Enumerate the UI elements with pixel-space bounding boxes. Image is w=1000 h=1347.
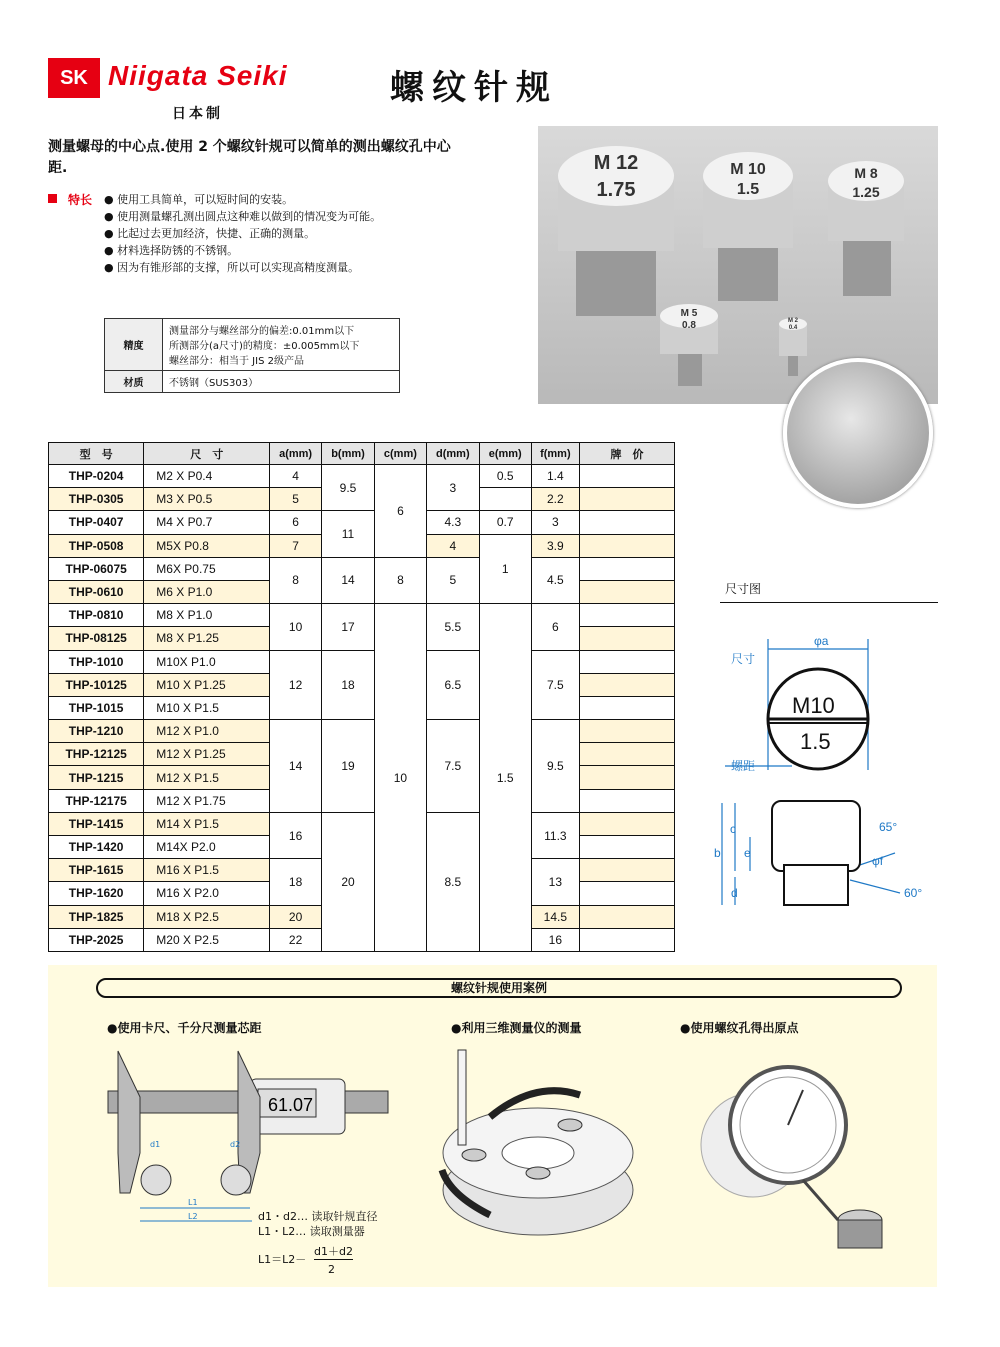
gauge-size-label: M 5 <box>680 308 698 319</box>
pitch-label: 螺距 <box>731 759 756 773</box>
column-header: b(mm) <box>322 443 375 465</box>
gauge-pitch-label: 1.75 <box>596 179 636 201</box>
model-cell: THP-12125 <box>49 743 144 766</box>
price-cell <box>580 766 675 789</box>
f-cell: 3 <box>531 511 579 534</box>
e-cell: 0.7 <box>479 511 531 534</box>
gauge-size-label: M 2 <box>787 318 799 324</box>
model-cell: THP-0204 <box>49 465 144 488</box>
price-cell <box>580 836 675 859</box>
model-cell: THP-12175 <box>49 789 144 812</box>
a-cell: 16 <box>270 812 322 858</box>
a-cell: 7 <box>270 534 322 557</box>
size-cell: M6X P0.75 <box>144 557 270 580</box>
price-cell <box>580 905 675 928</box>
l2-label: L2 <box>188 1212 198 1221</box>
precision-line: 螺丝部分：相当于 JIS 2级产品 <box>169 356 304 367</box>
size-cell: M20 X P2.5 <box>144 928 270 951</box>
column-header: f(mm) <box>531 443 579 465</box>
size-cell: M12 X P1.0 <box>144 720 270 743</box>
f-cell: 2.2 <box>531 488 579 511</box>
b-cell: 20 <box>322 812 375 951</box>
size-cell: M10X P1.0 <box>144 650 270 673</box>
l1-label: L1 <box>188 1198 198 1207</box>
f-cell: 6 <box>531 604 579 650</box>
price-cell <box>580 511 675 534</box>
d-label: d <box>731 886 738 900</box>
price-cell <box>580 465 675 488</box>
formula-denominator: 2 <box>328 1263 335 1276</box>
a-cell: 20 <box>270 905 322 928</box>
precision-values <box>163 319 400 371</box>
model-cell: THP-0407 <box>49 511 144 534</box>
a-cell: 5 <box>270 488 322 511</box>
d-cell: 5 <box>426 557 479 603</box>
f-cell: 4.5 <box>531 557 579 603</box>
b-cell: 19 <box>322 720 375 813</box>
usage-case-origin: ● 使用螺纹孔得出原点 <box>680 1019 799 1036</box>
price-cell <box>580 882 675 905</box>
thread-pitch-label: 1.5 <box>800 729 831 754</box>
size-cell: M2 X P0.4 <box>144 465 270 488</box>
model-cell: THP-08125 <box>49 627 144 650</box>
model-cell: THP-1825 <box>49 905 144 928</box>
size-cell: M12 X P1.75 <box>144 789 270 812</box>
b-cell: 9.5 <box>322 465 375 511</box>
specification-table <box>104 318 400 393</box>
c-cell: 10 <box>374 604 426 952</box>
d-cell: 4 <box>426 534 479 557</box>
f-cell: 14.5 <box>531 905 579 928</box>
model-cell: THP-10125 <box>49 673 144 696</box>
model-cell: THP-1420 <box>49 836 144 859</box>
model-cell: THP-1015 <box>49 696 144 719</box>
model-cell: THP-06075 <box>49 557 144 580</box>
precision-label: 精度 <box>105 319 163 371</box>
caliper-display: 61.07 <box>268 1095 314 1115</box>
gauge-pitch-label: 0.4 <box>788 325 798 331</box>
model-cell: THP-0610 <box>49 580 144 603</box>
thread-size-label: M10 <box>792 693 835 718</box>
f-cell: 13 <box>531 859 579 905</box>
caliper-illustration <box>100 1043 400 1280</box>
usage-case-caliper: ● 使用卡尺、千分尺测量芯距 <box>107 1019 262 1036</box>
size-cell: M6 X P1.0 <box>144 580 270 603</box>
model-cell: THP-0810 <box>49 604 144 627</box>
size-cell: M18 X P2.5 <box>144 905 270 928</box>
b-cell: 18 <box>322 650 375 720</box>
price-cell <box>580 604 675 627</box>
gauge-size-label: M 12 <box>593 152 639 174</box>
b-cell: 11 <box>322 511 375 557</box>
threaded-hole-closeup <box>783 358 933 508</box>
gauge-size-label: M 10 <box>730 161 766 178</box>
model-cell: THP-1215 <box>49 766 144 789</box>
brand-name: Niigata Seiki <box>108 60 288 91</box>
c-label: c <box>730 822 736 836</box>
d2-label: d2 <box>230 1140 241 1149</box>
f-cell: 11.3 <box>531 812 579 858</box>
size-cell: M3 X P0.5 <box>144 488 270 511</box>
f-cell: 9.5 <box>531 720 579 813</box>
formula-left: L1＝L2－ <box>258 1253 307 1266</box>
dimension-title: 尺寸图 <box>725 582 762 596</box>
a-cell: 12 <box>270 650 322 720</box>
model-cell: THP-1010 <box>49 650 144 673</box>
dimension-divider <box>720 602 938 603</box>
a-cell: 18 <box>270 859 322 905</box>
feature-item: ● 材料选择防锈的不锈钢。 <box>104 242 381 259</box>
b-cell: 14 <box>322 557 375 603</box>
feature-item: ● 因为有锥形部的支撑，所以可以实现高精度测量。 <box>104 259 381 276</box>
size-label: 尺寸 <box>731 652 756 666</box>
column-header: e(mm) <box>479 443 531 465</box>
diameter-label: φa <box>814 634 829 648</box>
price-cell <box>580 789 675 812</box>
a-cell: 8 <box>270 557 322 603</box>
price-cell <box>580 720 675 743</box>
size-cell: M10 X P1.25 <box>144 673 270 696</box>
column-header: 型 号 <box>49 443 144 465</box>
dimension-diagram <box>700 625 940 920</box>
a-cell: 14 <box>270 720 322 813</box>
material-value: 不锈钢（SUS303） <box>163 371 400 393</box>
size-cell: M16 X P2.0 <box>144 882 270 905</box>
c-cell: 8 <box>374 557 426 603</box>
column-header: c(mm) <box>374 443 426 465</box>
d-cell: 3 <box>426 465 479 511</box>
model-cell: THP-1415 <box>49 812 144 835</box>
material-label: 材质 <box>105 371 163 393</box>
a-cell: 6 <box>270 511 322 534</box>
d-cell: 8.5 <box>426 812 479 951</box>
model-cell: THP-1615 <box>49 859 144 882</box>
intro-text: 测量螺母的中心点.使用 2 个螺纹针规可以简单的测出螺纹孔中心距. <box>48 139 451 176</box>
d-cell: 5.5 <box>426 604 479 650</box>
e-cell: 1.5 <box>479 604 531 952</box>
model-cell: THP-0305 <box>49 488 144 511</box>
e-label: e <box>744 846 751 860</box>
usage-title: 螺纹针规使用案例 <box>96 978 902 998</box>
price-cell <box>580 580 675 603</box>
model-cell: THP-1620 <box>49 882 144 905</box>
product-table <box>48 442 675 952</box>
price-cell <box>580 743 675 766</box>
precision-line: 所测部分(a尺寸)的精度：±0.005mm以下 <box>169 341 360 352</box>
model-cell: THP-2025 <box>49 928 144 951</box>
size-cell: M14 X P1.5 <box>144 812 270 835</box>
b-cell: 17 <box>322 604 375 650</box>
column-header: d(mm) <box>426 443 479 465</box>
e-cell: 0.5 <box>479 465 531 488</box>
feature-marker-icon <box>48 194 57 203</box>
gauge-pitch-label: 1.25 <box>852 184 880 200</box>
gauge-pitch-label: 0.8 <box>682 320 696 331</box>
size-cell: M8 X P1.0 <box>144 604 270 627</box>
model-cell: THP-1210 <box>49 720 144 743</box>
e-cell: 1 <box>479 534 531 604</box>
formula-numerator: d1＋d2 <box>314 1245 353 1258</box>
caliper-note-2: L1・L2… 读取测量器 <box>258 1225 365 1238</box>
features-title: 特长 <box>68 193 93 207</box>
d-cell: 4.3 <box>426 511 479 534</box>
price-cell <box>580 650 675 673</box>
size-cell: M5X P0.8 <box>144 534 270 557</box>
d-cell: 7.5 <box>426 720 479 813</box>
feature-item: ● 比起过去更加经济，快捷、正确的测量。 <box>104 225 381 242</box>
a-cell: 10 <box>270 604 322 650</box>
size-cell: M14X P2.0 <box>144 836 270 859</box>
price-cell <box>580 557 675 580</box>
dial-indicator-illustration <box>688 1050 888 1260</box>
page-title: 螺纹针规 <box>390 68 558 108</box>
e-cell <box>479 488 531 511</box>
origin-label: 日本制 <box>172 106 223 122</box>
angle-60-label: 60° <box>904 886 923 900</box>
f-label: φf <box>872 854 884 868</box>
size-cell: M12 X P1.5 <box>144 766 270 789</box>
gauge-pitch-label: 1.5 <box>736 181 760 198</box>
a-cell: 22 <box>270 928 322 951</box>
gauge-size-label: M 8 <box>854 165 878 181</box>
price-cell <box>580 627 675 650</box>
column-header: 牌 价 <box>580 443 675 465</box>
price-cell <box>580 673 675 696</box>
feature-list <box>104 191 381 276</box>
f-cell: 16 <box>531 928 579 951</box>
size-cell: M10 X P1.5 <box>144 696 270 719</box>
price-cell <box>580 928 675 951</box>
model-cell: THP-0508 <box>49 534 144 557</box>
size-cell: M4 X P0.7 <box>144 511 270 534</box>
feature-item: ● 使用测量螺孔测出圆点这种难以做到的情况变为可能。 <box>104 208 381 225</box>
price-cell <box>580 812 675 835</box>
b-label: b <box>714 846 721 860</box>
precision-line: 测量部分与螺丝部分的偏差:0.01mm以下 <box>169 326 355 337</box>
f-cell: 7.5 <box>531 650 579 720</box>
size-cell: M16 X P1.5 <box>144 859 270 882</box>
a-cell: 4 <box>270 465 322 488</box>
feature-item: ● 使用工具简单，可以短时间的安装。 <box>104 191 381 208</box>
d-cell: 6.5 <box>426 650 479 720</box>
price-cell <box>580 534 675 557</box>
column-header: 尺 寸 <box>144 443 270 465</box>
d1-label: d1 <box>150 1140 161 1149</box>
price-cell <box>580 488 675 511</box>
price-cell <box>580 859 675 882</box>
f-cell: 3.9 <box>531 534 579 557</box>
usage-case-cmm: ● 利用三维测量仪的测量 <box>451 1019 582 1036</box>
brand-logo-mark: SK <box>48 58 100 98</box>
price-cell <box>580 696 675 719</box>
c-cell: 6 <box>374 465 426 558</box>
caliper-note-1: d1・d2… 读取针规直径 <box>258 1210 378 1223</box>
column-header: a(mm) <box>270 443 322 465</box>
cmm-illustration <box>430 1045 640 1250</box>
size-cell: M12 X P1.25 <box>144 743 270 766</box>
angle-65-label: 65° <box>879 820 898 834</box>
size-cell: M8 X P1.25 <box>144 627 270 650</box>
f-cell: 1.4 <box>531 465 579 488</box>
